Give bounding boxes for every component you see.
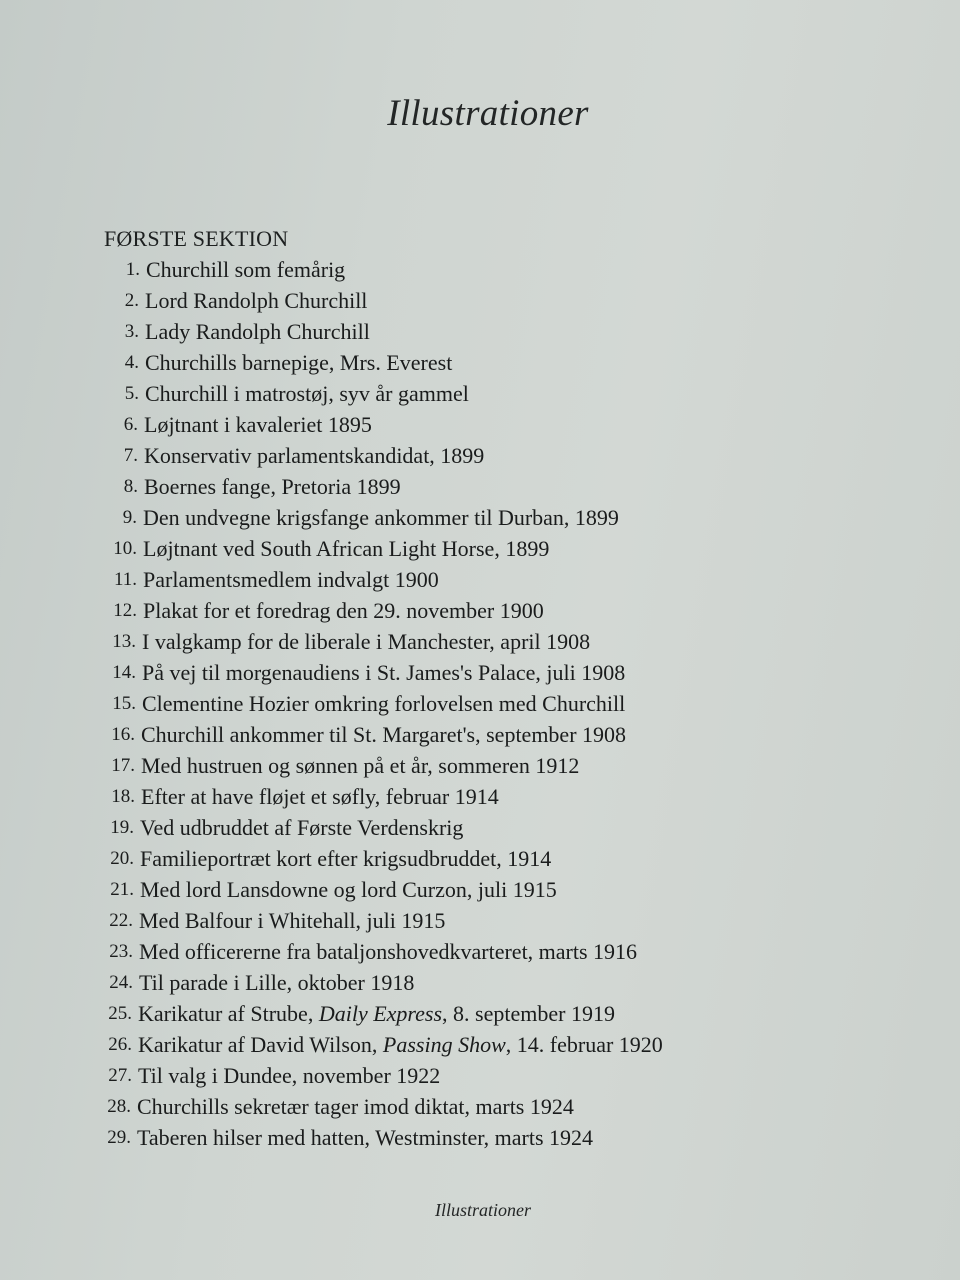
item-number: 10.	[113, 538, 137, 559]
list-item	[94, 1029, 894, 1060]
item-caption	[142, 626, 590, 657]
item-caption	[139, 905, 445, 936]
item-caption-text: Karikatur af David Wilson,	[138, 1032, 383, 1057]
item-caption-text: Churchill som femårig	[146, 257, 346, 282]
list-item	[94, 812, 894, 843]
item-caption	[137, 1122, 593, 1153]
list-item	[94, 998, 894, 1029]
item-number: 25.	[108, 1003, 132, 1024]
item-caption	[138, 1060, 440, 1091]
list-item	[94, 564, 894, 595]
page-heading: Illustrationer	[387, 93, 589, 134]
item-caption	[138, 998, 615, 1029]
item-caption	[141, 781, 499, 812]
item-caption-text: Taberen hilser med hatten, Westminster, marts 1924	[137, 1125, 594, 1150]
list-item	[94, 1122, 894, 1153]
item-caption	[143, 502, 619, 533]
item-caption-text: Med lord Lansdowne og lord Curzon, juli 1915	[140, 877, 557, 902]
item-caption-text: Parlamentsmedlem indvalgt 1900	[143, 567, 439, 592]
item-caption-text: Løjtnant i kavaleriet 1895	[144, 412, 372, 437]
item-caption-text: Churchill i matrostøj, syv år gammel	[145, 381, 469, 406]
item-caption-text: Lady Randolph Churchill	[145, 319, 370, 344]
list-item	[94, 1091, 894, 1122]
item-caption	[146, 254, 345, 285]
list-item	[94, 657, 894, 688]
item-caption	[143, 564, 439, 595]
item-caption	[142, 688, 625, 719]
item-caption-text: Plakat for et foredrag den 29. november 1900	[143, 598, 544, 623]
list-item	[94, 440, 894, 471]
item-caption	[145, 347, 452, 378]
item-caption-text: Karikatur af Strube,	[138, 1001, 319, 1026]
item-number: 24.	[109, 972, 133, 993]
illustration-list	[94, 254, 894, 1153]
list-item	[94, 905, 894, 936]
item-caption-date: , 14. februar 1920	[505, 1032, 663, 1057]
item-number: 6.	[123, 414, 138, 435]
list-item	[94, 688, 894, 719]
item-number: 27.	[108, 1065, 132, 1086]
item-caption	[140, 874, 557, 905]
item-number: 21.	[110, 879, 134, 900]
publication-title: Passing Show	[382, 1032, 506, 1057]
list-item	[94, 936, 894, 967]
item-caption-text: Lord Randolph Churchill	[145, 288, 368, 313]
list-item	[94, 874, 894, 905]
list-item	[94, 347, 894, 378]
item-caption-text: Med hustruen og sønnen på et år, sommeren 1912	[141, 753, 580, 778]
item-caption-text: Ved udbruddet af Første Verdenskrig	[140, 815, 464, 840]
item-caption-text: Med Balfour i Whitehall, juli 1915	[139, 908, 446, 933]
list-item	[94, 502, 894, 533]
item-number: 1.	[125, 259, 140, 280]
item-caption-text: Til valg i Dundee, november 1922	[138, 1063, 441, 1088]
list-item	[94, 595, 894, 626]
list-item	[94, 843, 894, 874]
running-footer: Illustrationer	[434, 1200, 531, 1220]
item-number: 8.	[123, 476, 138, 497]
list-item	[94, 781, 894, 812]
item-caption	[144, 471, 401, 502]
list-item	[94, 378, 894, 409]
item-number: 26.	[108, 1034, 132, 1055]
item-caption	[139, 936, 637, 967]
item-number: 7.	[123, 445, 138, 466]
item-caption	[145, 316, 370, 347]
item-number: 28.	[107, 1096, 131, 1117]
item-caption-text: Efter at have fløjet et søfly, februar 1914	[141, 784, 499, 809]
item-number: 3.	[124, 321, 139, 342]
item-caption	[144, 440, 484, 471]
item-caption	[143, 595, 544, 626]
item-number: 19.	[110, 817, 134, 838]
item-number: 9.	[122, 507, 137, 528]
item-number: 17.	[111, 755, 135, 776]
item-caption-text: Løjtnant ved South African Light Horse, 1899	[143, 536, 550, 561]
item-caption	[138, 1029, 663, 1060]
item-caption	[141, 750, 579, 781]
item-caption	[145, 378, 469, 409]
item-caption-text: Med officererne fra bataljonshovedkvarteret, marts 1916	[139, 939, 638, 964]
list-item	[94, 316, 894, 347]
item-number: 15.	[112, 693, 136, 714]
item-caption-text: Familieportræt kort efter krigsudbruddet, 1914	[140, 846, 552, 871]
item-caption-text: I valgkamp for de liberale i Manchester, april 1908	[142, 629, 591, 654]
item-number: 2.	[124, 290, 139, 311]
list-item	[94, 254, 894, 285]
item-caption-text: Konservativ parlamentskandidat, 1899	[144, 443, 485, 468]
item-caption-text: Churchills sekretær tager imod diktat, marts 1924	[137, 1094, 574, 1119]
item-caption-text: På vej til morgenaudiens i St. James's Palace, juli 1908	[142, 660, 626, 685]
item-number: 20.	[110, 848, 134, 869]
item-number: 14.	[112, 662, 136, 683]
section-title: FØRSTE SEKTION	[104, 226, 289, 251]
item-number: 18.	[111, 786, 135, 807]
list-item	[94, 471, 894, 502]
list-item	[94, 1060, 894, 1091]
item-caption	[140, 843, 551, 874]
item-caption-text: Churchill ankommer til St. Margaret's, september 1908	[141, 722, 627, 747]
item-caption	[143, 533, 549, 564]
list-item	[94, 409, 894, 440]
item-caption	[145, 285, 367, 316]
item-caption-text: Den undvegne krigsfange ankommer til Durban, 1899	[143, 505, 619, 530]
item-number: 5.	[124, 383, 139, 404]
item-number: 12.	[113, 600, 137, 621]
item-caption-text: Clementine Hozier omkring forlovelsen med Churchill	[142, 691, 626, 716]
item-caption	[141, 719, 626, 750]
item-caption	[144, 409, 372, 440]
list-item	[94, 967, 894, 998]
publication-title: Daily Express	[318, 1001, 443, 1026]
item-caption	[137, 1091, 574, 1122]
item-caption	[142, 657, 625, 688]
item-number: 11.	[113, 569, 137, 590]
item-caption-date: , 8. september 1919	[442, 1001, 615, 1026]
list-item	[94, 626, 894, 657]
item-caption	[140, 812, 463, 843]
item-caption	[139, 967, 414, 998]
item-number: 23.	[109, 941, 133, 962]
item-number: 16.	[111, 724, 135, 745]
item-number: 22.	[109, 910, 133, 931]
item-caption-text: Boernes fange, Pretoria 1899	[144, 474, 401, 499]
item-number: 29.	[107, 1127, 131, 1148]
list-item	[94, 533, 894, 564]
item-number: 13.	[112, 631, 136, 652]
item-caption-text: Churchills barnepige, Mrs. Everest	[145, 350, 453, 375]
item-caption-text: Til parade i Lille, oktober 1918	[139, 970, 415, 995]
list-item	[94, 285, 894, 316]
list-item	[94, 750, 894, 781]
list-item	[94, 719, 894, 750]
item-number: 4.	[124, 352, 139, 373]
